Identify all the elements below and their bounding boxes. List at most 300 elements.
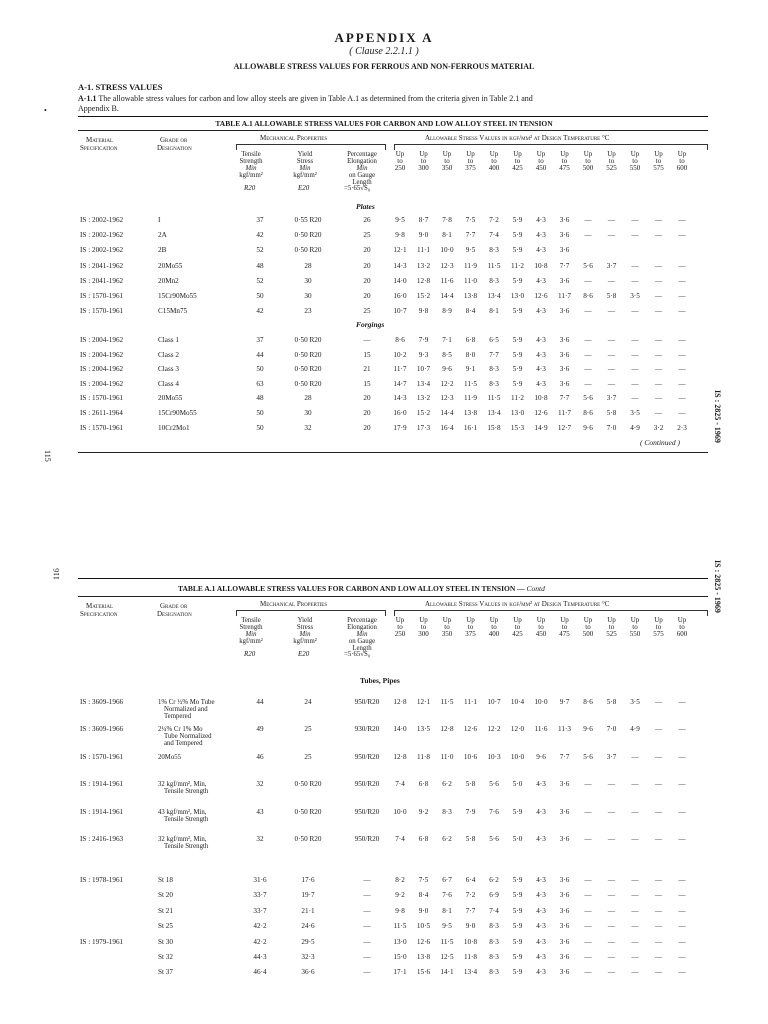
stress-value-cell: — — [631, 394, 639, 403]
stress-value-cell: — — [607, 336, 616, 344]
stress-value-cell: 8·9 — [442, 307, 452, 316]
stress-value-cell: 6·8 — [418, 835, 429, 843]
stress-value-cell: — — [654, 780, 663, 789]
stress-value-cell: 3·6 — [559, 379, 570, 388]
header-elongation: Length — [352, 645, 372, 652]
header-temp-to: to — [514, 157, 521, 165]
grade-cell: 2¼% Cr 1% Mo — [158, 726, 203, 734]
stress-value-cell: 6·2 — [442, 835, 452, 843]
header-tensile: kgf/mm² — [239, 172, 263, 179]
header-temp-to: to — [585, 623, 591, 631]
stress-value-cell: 7·5 — [465, 216, 476, 224]
stress-value-cell: 5·6 — [583, 394, 593, 403]
header-yield: Stress — [296, 624, 314, 631]
yield-cell: 21·1 — [301, 906, 315, 915]
yield-cell: 0·50 R20 — [294, 807, 322, 816]
header-material: Material — [86, 602, 114, 610]
stress-value-cell: 17·3 — [416, 423, 431, 432]
stress-value-cell: — — [654, 409, 663, 417]
grade-cell: Class 3 — [158, 365, 179, 374]
stress-value-cell: — — [631, 968, 639, 977]
spec-cell: IS : 2416-1963 — [80, 835, 124, 843]
header-allowable: Allowable Stress Values in kgf/mm² at Design Temperature °C — [425, 600, 610, 608]
elongation-cell: 20 — [363, 261, 371, 270]
stress-value-cell: 9·0 — [418, 906, 429, 915]
header-yield: Stress — [296, 158, 314, 165]
stress-value-cell: 11·3 — [558, 725, 571, 734]
header-elongation: Percentage — [347, 151, 377, 158]
stress-value-cell: 5·9 — [512, 876, 523, 884]
stress-value-cell: 5·9 — [512, 906, 523, 915]
stress-value-cell: 12·1 — [393, 246, 407, 255]
stress-value-cell: — — [654, 876, 663, 884]
stress-value-cell: 13·0 — [510, 409, 525, 417]
stress-value-cell: — — [631, 350, 639, 359]
stress-value-cell: — — [607, 780, 616, 789]
grade-cell: 32 kgf/mm², Min, — [158, 781, 207, 789]
stress-value-cell: — — [654, 937, 663, 946]
header-temp-value: 350 — [441, 630, 453, 638]
stress-value-cell: — — [654, 968, 663, 977]
stress-value-cell: — — [584, 307, 592, 316]
stress-value-cell: — — [607, 906, 616, 915]
stress-value-cell: 8·3 — [489, 922, 499, 931]
stress-value-cell: 3·7 — [606, 752, 617, 761]
spec-cell: IS : 1979-1961 — [80, 937, 124, 946]
stress-value-cell: 3·7 — [606, 394, 617, 403]
stress-value-cell: 13·0 — [510, 292, 525, 300]
stress-value-cell: — — [607, 876, 616, 884]
stress-value-cell: 4·3 — [536, 246, 546, 255]
stress-value-cell: 12·7 — [557, 423, 572, 432]
stress-value-cell: 3·6 — [559, 891, 570, 900]
stress-value-cell: 7·4 — [395, 780, 405, 789]
header-temp-to: to — [585, 157, 591, 165]
tensile-cell: 44 — [256, 350, 264, 359]
stress-value-cell: 14·9 — [534, 423, 548, 432]
stress-value-cell: 7·9 — [418, 336, 429, 344]
table2-title — [178, 584, 545, 593]
stress-value-cell: 8·3 — [489, 365, 499, 374]
stress-value-cell: — — [678, 725, 686, 734]
header-temp-up: Up — [677, 150, 687, 158]
stress-value-cell: — — [584, 937, 592, 946]
stress-value-cell: 5·9 — [512, 953, 523, 961]
stress-value-cell: 3·6 — [559, 953, 570, 961]
stress-value-cell: — — [631, 891, 639, 900]
yield-cell: 0·50 R20 — [294, 246, 322, 255]
header-temp-to: to — [561, 157, 568, 165]
stress-value-cell: 4·3 — [536, 336, 546, 344]
header-yield: Yield — [297, 151, 313, 158]
stress-value-cell: 7·7 — [465, 231, 476, 240]
header-temp-up: Up — [395, 616, 405, 624]
stress-value-cell: 10·0 — [510, 752, 525, 761]
header-temp-to: to — [491, 623, 497, 631]
stress-value-cell: 3·5 — [630, 292, 640, 300]
stress-value-cell: 7·4 — [489, 906, 499, 915]
stress-value-cell: 3·6 — [559, 307, 570, 316]
spec-cell: IS : 2041-1962 — [80, 276, 124, 285]
header-temp-to: to — [608, 157, 615, 165]
stress-value-cell: 16·4 — [440, 423, 454, 432]
header-temp-value: 400 — [488, 164, 500, 172]
table1-bottom-rule — [78, 452, 708, 453]
header-temp-to: to — [467, 157, 474, 165]
stress-value-cell: 13·4 — [416, 379, 431, 388]
stress-value-cell: 14·3 — [393, 261, 407, 270]
header-temp-to: to — [632, 623, 638, 631]
tensile-cell: 42·2 — [253, 922, 267, 931]
grade-cell: St 25 — [158, 922, 173, 931]
header-tensile: Strength — [239, 158, 263, 165]
stress-value-cell: 3·6 — [559, 216, 570, 224]
stress-value-cell: 4·3 — [536, 350, 546, 359]
stress-value-cell: 3·6 — [559, 835, 570, 843]
stress-value-cell: 5·9 — [512, 307, 523, 316]
tensile-cell: 48 — [256, 261, 264, 270]
stress-value-cell: 12·6 — [534, 409, 548, 417]
stress-value-cell: — — [584, 365, 592, 374]
stress-value-cell: — — [584, 891, 592, 900]
stress-value-cell: 3·5 — [630, 698, 640, 706]
stress-value-cell: 16·0 — [393, 409, 407, 417]
header-tensile: Tensile — [241, 617, 261, 624]
stress-value-cell: — — [678, 216, 686, 224]
stress-value-cell: — — [584, 835, 592, 843]
header-temp-value: 475 — [559, 630, 570, 638]
header-e20: E20 — [298, 184, 310, 192]
stress-value-cell: 10·0 — [534, 698, 548, 706]
spec-cell: IS : 2611-1964 — [80, 409, 123, 417]
stress-value-cell: 12·6 — [534, 292, 548, 300]
grade-cell: 10Cr2Mo1 — [158, 423, 190, 432]
stress-value-cell: 11·2 — [511, 261, 524, 270]
header-grade: Grade or — [160, 602, 188, 610]
stress-value-cell: 3·6 — [559, 807, 570, 816]
stress-value-cell: 3·6 — [559, 231, 570, 240]
header-temp-value: 425 — [512, 164, 523, 172]
stress-value-cell: 11·8 — [464, 953, 477, 961]
stress-value-cell: 5·9 — [512, 922, 523, 931]
stress-value-cell: — — [654, 953, 663, 961]
tensile-cell: 52 — [256, 276, 264, 285]
grade-cell: 2A — [158, 231, 167, 240]
spec-cell: IS : 1570-1961 — [80, 423, 124, 432]
elongation-cell: 15 — [363, 379, 371, 388]
stress-value-cell: 9·7 — [559, 698, 570, 706]
stress-value-cell: — — [678, 379, 686, 388]
header-temp-value: 475 — [559, 164, 570, 172]
header-material: Specification — [80, 144, 118, 152]
header-mechanical: Mechanical Properties — [260, 134, 328, 142]
stress-value-cell: 12·8 — [440, 725, 454, 734]
stress-value-cell: 14·1 — [440, 968, 454, 977]
tensile-cell: 52 — [256, 246, 264, 255]
tensile-cell: 33·7 — [253, 906, 267, 915]
yield-cell: 28 — [304, 261, 312, 270]
stress-value-cell: 4·3 — [536, 307, 546, 316]
stress-value-cell: 11·6 — [534, 725, 548, 734]
stress-value-cell: 15·0 — [393, 953, 407, 961]
stress-value-cell: — — [654, 336, 663, 344]
stress-value-cell: 8·3 — [489, 953, 499, 961]
spec-cell: IS : 1570-1961 — [80, 292, 124, 300]
stress-value-cell: — — [654, 891, 663, 900]
grade-cell: 1% Cr ½% Mo Tube — [158, 699, 215, 706]
spec-cell: IS : 2004-1962 — [80, 336, 124, 344]
header-temp-up: Up — [560, 616, 569, 624]
stress-value-cell: 11·0 — [464, 276, 477, 285]
stress-value-cell: 10·4 — [510, 698, 525, 706]
stress-value-cell: 11·7 — [558, 292, 571, 300]
stress-value-cell: 12·3 — [440, 261, 454, 270]
header-temp-up: Up — [654, 616, 663, 624]
elongation-cell: 20 — [363, 276, 371, 285]
grade-cell: St 32 — [158, 953, 173, 961]
stress-value-cell: 5·9 — [512, 216, 523, 224]
spec-cell: IS : 1570-1961 — [80, 394, 124, 403]
stress-value-cell: 10·5 — [416, 922, 431, 931]
stress-value-cell: 8·3 — [489, 379, 499, 388]
header-temp-up: Up — [607, 616, 616, 624]
stress-value-cell: 8·3 — [489, 276, 499, 285]
header-temp-value: 500 — [582, 164, 594, 172]
para-line1: The allowable stress values for carbon and low alloy steels are given in Table A.1 as determined from the criteria given in Table 2.1 and — [98, 94, 533, 103]
stress-value-cell: 13·4 — [487, 409, 501, 417]
stress-value-cell: — — [631, 906, 639, 915]
header-temp-up: Up — [419, 150, 428, 158]
para-line2: Appendix B. — [78, 104, 119, 113]
stress-value-cell: 6·2 — [489, 876, 499, 884]
stress-value-cell: 5·9 — [512, 379, 523, 388]
header-elongation: Min — [356, 165, 368, 172]
stress-value-cell: — — [654, 307, 663, 316]
stress-value-cell: 3·6 — [559, 365, 570, 374]
yield-cell: 0·50 R20 — [294, 780, 322, 789]
stress-value-cell: 6·5 — [489, 336, 499, 344]
stress-value-cell: 8·3 — [489, 968, 499, 977]
stress-value-cell: 5·9 — [512, 891, 523, 900]
stress-value-cell: 7·4 — [395, 835, 405, 843]
header-elong-formula: =5·65√S₀ — [344, 185, 371, 192]
stress-value-cell: 14·4 — [440, 292, 454, 300]
stress-value-cell: 5·8 — [606, 409, 617, 417]
stress-value-cell: 3·6 — [559, 937, 570, 946]
header-temp-value: 600 — [676, 630, 688, 638]
header-temp-value: 550 — [629, 630, 641, 638]
stress-value-cell: 5·0 — [512, 835, 523, 843]
stress-value-cell: — — [631, 835, 639, 843]
tensile-cell: 37 — [256, 336, 264, 344]
stress-value-cell: — — [584, 276, 592, 285]
spec-cell: IS : 2004-1962 — [80, 365, 124, 374]
tensile-cell: 50 — [256, 292, 264, 300]
stress-value-cell: 3·6 — [559, 968, 570, 977]
stress-value-cell: 12·8 — [393, 752, 407, 761]
stress-value-cell: 4·3 — [536, 922, 546, 931]
para-number: A-1.1 — [78, 94, 97, 103]
stress-value-cell: 10·3 — [487, 752, 501, 761]
elongation-cell: 15 — [363, 350, 371, 359]
stress-value-cell: 10·8 — [534, 394, 548, 403]
stress-value-cell: 7·2 — [489, 216, 499, 224]
stress-value-cell: — — [631, 336, 639, 344]
stress-value-cell: 6·2 — [442, 780, 452, 789]
stress-value-cell: — — [607, 922, 616, 931]
appendix-subtitle: ALLOWABLE STRESS VALUES FOR FERROUS AND NON-FERROUS MATERIAL — [233, 62, 535, 71]
stress-value-cell: — — [631, 876, 639, 884]
stress-value-cell: 10·7 — [487, 698, 501, 706]
table1-title-rule — [78, 130, 708, 131]
stress-value-cell: — — [584, 350, 592, 359]
tensile-cell: 32 — [256, 780, 264, 789]
stress-value-cell: 11·7 — [558, 409, 571, 417]
stress-value-cell: 9·6 — [583, 423, 593, 432]
stress-value-cell: 8·2 — [395, 876, 405, 884]
stress-value-cell: 4·3 — [536, 953, 546, 961]
header-temp-to: to — [538, 623, 544, 631]
yield-cell: 36·6 — [301, 968, 315, 977]
stress-value-cell: 4·3 — [536, 780, 546, 789]
stress-value-cell: 8·7 — [418, 216, 429, 224]
stress-value-cell: 8·3 — [489, 246, 499, 255]
stress-value-cell: 11·5 — [487, 261, 501, 270]
stress-value-cell: 9·8 — [395, 231, 405, 240]
stress-value-cell: — — [607, 807, 616, 816]
stress-value-cell: — — [631, 780, 639, 789]
stress-value-cell: — — [584, 336, 592, 344]
header-tensile: Tensile — [241, 151, 261, 158]
header-tensile: kgf/mm² — [239, 638, 263, 645]
stress-value-cell: 5·8 — [465, 780, 476, 789]
stress-value-cell: 10·8 — [463, 937, 478, 946]
header-tensile: Min — [245, 631, 257, 638]
clause-reference: ( Clause 2.2.1.1 ) — [349, 46, 419, 57]
stress-value-cell: — — [678, 307, 686, 316]
grade-cell: 20Mo55 — [158, 394, 183, 403]
stress-value-cell: — — [631, 365, 639, 374]
stress-value-cell: 9·5 — [465, 246, 476, 255]
stress-value-cell: — — [607, 231, 616, 240]
header-temp-value: 300 — [418, 164, 429, 172]
stress-value-cell: 16·1 — [463, 423, 478, 432]
stress-value-cell: — — [631, 307, 639, 316]
stress-value-cell: — — [678, 336, 686, 344]
page-number-115: 115 — [43, 450, 52, 462]
stress-value-cell: — — [678, 807, 686, 816]
stress-value-cell: 7·7 — [465, 906, 476, 915]
stress-value-cell: 4·9 — [630, 725, 640, 734]
header-temp-up: Up — [442, 150, 452, 158]
stress-value-cell: — — [631, 937, 639, 946]
header-elongation: on Gauge — [348, 638, 376, 645]
header-temp-to: to — [491, 157, 497, 165]
header-temp-up: Up — [442, 616, 452, 624]
header-temp-value: 375 — [465, 164, 476, 172]
header-elongation: on Gauge — [348, 172, 376, 179]
grade-cell: 43 kgf/mm², Min, — [158, 808, 207, 816]
stress-value-cell: 11·1 — [417, 246, 430, 255]
stress-value-cell: — — [584, 379, 592, 388]
stress-value-cell: 8·4 — [465, 307, 476, 316]
stress-value-cell: 5·9 — [512, 276, 523, 285]
stress-value-cell: 9·0 — [418, 231, 429, 240]
yield-cell: 0·50 R20 — [294, 336, 322, 344]
stress-value-cell: 16·0 — [393, 292, 407, 300]
stress-value-cell: 11·9 — [464, 261, 477, 270]
yield-cell: 32·3 — [301, 953, 315, 961]
stress-value-cell: — — [607, 216, 616, 224]
bullet-mark: • — [44, 106, 47, 115]
header-temp-value: 250 — [394, 164, 406, 172]
yield-cell: 0·50 R20 — [294, 231, 322, 240]
grade-cell: C15Mn75 — [158, 307, 188, 316]
table1-top-rule — [78, 116, 708, 117]
yield-cell: 0·50 R20 — [294, 365, 322, 374]
stress-value-cell: 7·1 — [442, 336, 452, 344]
stress-value-cell: 12·8 — [416, 276, 431, 285]
grade-cell: 15Cr90Mo55 — [158, 292, 197, 300]
stress-value-cell: 5·9 — [512, 365, 523, 374]
header-temp-value: 550 — [629, 164, 641, 172]
stress-value-cell: 13·0 — [393, 937, 407, 946]
grade-cell: 20Mo55 — [158, 261, 183, 270]
header-temp-value: 400 — [488, 630, 500, 638]
stress-value-cell: 10·8 — [534, 261, 548, 270]
table2-title-contd: Contd — [526, 584, 545, 593]
stress-value-cell: 5·9 — [512, 231, 523, 240]
stress-value-cell: — — [678, 365, 686, 374]
stress-value-cell: — — [584, 231, 592, 240]
grade-cell: Tensile Strength — [164, 843, 209, 850]
yield-cell: 25 — [304, 752, 312, 761]
stress-value-cell: 11·8 — [417, 752, 430, 761]
header-temp-up: Up — [536, 150, 546, 158]
elongation-cell: 950/R20 — [354, 780, 380, 789]
stress-value-cell: 8·3 — [489, 937, 499, 946]
stress-value-cell: 10·6 — [463, 752, 478, 761]
header-temp-to: to — [444, 623, 450, 631]
stress-value-cell: 11·5 — [440, 937, 454, 946]
grade-cell: Tempered — [164, 713, 192, 720]
stress-value-cell: — — [654, 835, 663, 843]
stress-value-cell: 9·6 — [583, 725, 593, 734]
stress-value-cell: 3·7 — [606, 261, 617, 270]
stress-value-cell: — — [654, 350, 663, 359]
yield-cell: 0·50 R20 — [294, 350, 322, 359]
stress-value-cell: 4·3 — [536, 937, 546, 946]
stress-value-cell: — — [654, 752, 663, 761]
header-temp-value: 350 — [441, 164, 453, 172]
elongation-cell: 25 — [363, 307, 371, 316]
tensile-cell: 33·7 — [253, 891, 267, 900]
stress-value-cell: — — [607, 835, 616, 843]
header-grade: Grade or — [160, 136, 188, 144]
header-temp-value: 250 — [394, 630, 406, 638]
spec-cell: IS : 2002-1962 — [80, 231, 124, 240]
stress-value-cell: 13·2 — [416, 261, 431, 270]
yield-cell: 19·7 — [301, 891, 315, 900]
header-temp-up: Up — [630, 150, 640, 158]
elongation-cell: 21 — [363, 365, 371, 374]
elongation-cell: 950/R20 — [354, 807, 380, 816]
stress-value-cell: 4·9 — [630, 423, 640, 432]
header-temp-up: Up — [395, 150, 405, 158]
stress-value-cell: 4·3 — [536, 379, 546, 388]
header-temp-value: 525 — [606, 164, 617, 172]
header-temp-up: Up — [489, 150, 499, 158]
